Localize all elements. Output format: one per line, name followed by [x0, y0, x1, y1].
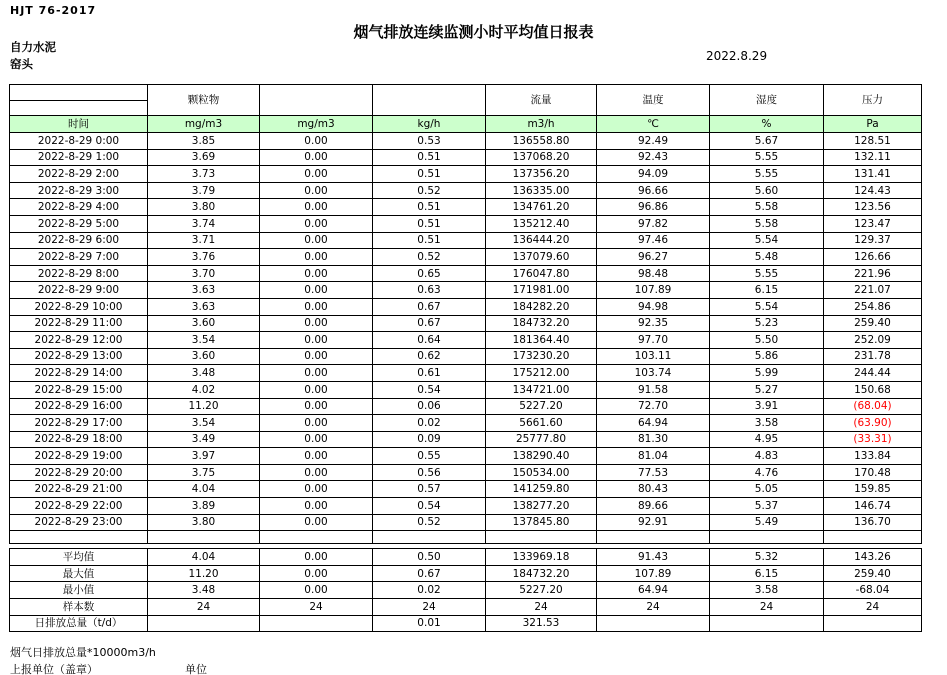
value-cell: 92.91 [597, 514, 710, 531]
summary-value-cell: -68.04 [824, 582, 922, 599]
value-cell: 0.67 [373, 298, 486, 315]
value-cell: 137356.20 [486, 166, 597, 183]
value-cell: 3.89 [148, 498, 260, 515]
table-row [10, 514, 922, 531]
value-cell: 184732.20 [486, 315, 597, 332]
value-cell: 252.09 [824, 332, 922, 349]
value-cell: 124.43 [824, 182, 922, 199]
value-cell: 141259.80 [486, 481, 597, 498]
value-cell: 3.80 [148, 514, 260, 531]
time-cell: 2022-8-29 8:00 [10, 265, 148, 282]
empty-row [10, 531, 922, 544]
value-cell: 3.71 [148, 232, 260, 249]
value-cell: 134761.20 [486, 199, 597, 216]
value-cell: 97.46 [597, 232, 710, 249]
report-unit-label: 上报单位（盖章） [10, 663, 98, 675]
value-cell: 3.91 [710, 398, 824, 415]
value-cell: 0.61 [373, 365, 486, 382]
table-row [10, 133, 922, 150]
value-cell: 5.23 [710, 315, 824, 332]
value-cell: 5.99 [710, 365, 824, 382]
table-row [10, 481, 922, 498]
value-cell: 4.04 [148, 481, 260, 498]
value-cell: 3.69 [148, 149, 260, 166]
time-cell: 2022-8-29 4:00 [10, 199, 148, 216]
table-row [10, 249, 922, 266]
value-cell: 81.04 [597, 448, 710, 465]
time-cell: 2022-8-29 20:00 [10, 464, 148, 481]
value-cell: 3.60 [148, 348, 260, 365]
value-cell: 3.80 [148, 199, 260, 216]
summary-value-cell: 0.02 [373, 582, 486, 599]
value-cell: 133.84 [824, 448, 922, 465]
value-cell: 0.00 [260, 431, 373, 448]
summary-row [10, 599, 922, 616]
time-cell: 2022-8-29 3:00 [10, 182, 148, 199]
value-cell: 81.30 [597, 431, 710, 448]
value-cell: (63.90) [824, 415, 922, 432]
value-cell: 11.20 [148, 398, 260, 415]
table-row [10, 448, 922, 465]
table-row [10, 215, 922, 232]
value-cell: 137079.60 [486, 249, 597, 266]
value-cell: 0.52 [373, 249, 486, 266]
summary-value-cell: 24 [597, 599, 710, 616]
value-cell: 0.00 [260, 381, 373, 398]
value-cell: 0.00 [260, 498, 373, 515]
time-cell: 2022-8-29 6:00 [10, 232, 148, 249]
corner-cell-mid [10, 101, 148, 116]
value-cell: 0.00 [260, 282, 373, 299]
value-cell: 221.96 [824, 265, 922, 282]
value-cell: 0.00 [260, 514, 373, 531]
value-cell: 181364.40 [486, 332, 597, 349]
summary-row [10, 615, 922, 632]
value-cell: 131.41 [824, 166, 922, 183]
value-cell: 5.58 [710, 215, 824, 232]
value-cell: 6.15 [710, 282, 824, 299]
value-cell: 221.07 [824, 282, 922, 299]
value-cell: 173230.20 [486, 348, 597, 365]
time-cell: 2022-8-29 16:00 [10, 398, 148, 415]
summary-value-cell: 24 [486, 599, 597, 616]
value-cell: 5.67 [710, 133, 824, 150]
value-cell: 5.27 [710, 381, 824, 398]
value-cell: 0.51 [373, 166, 486, 183]
summary-value-cell: 0.50 [373, 549, 486, 566]
table-row [10, 315, 922, 332]
col-header-blank-2 [373, 85, 486, 116]
units-row [10, 116, 922, 133]
col-header-temperature: 温度 [597, 85, 710, 116]
value-cell: 0.52 [373, 182, 486, 199]
col-header-particulate: 颗粒物 [148, 85, 260, 116]
value-cell: 92.35 [597, 315, 710, 332]
value-cell: 3.76 [148, 249, 260, 266]
summary-value-cell: 321.53 [486, 615, 597, 632]
unit-m3h: m3/h [486, 116, 597, 133]
time-cell: 2022-8-29 19:00 [10, 448, 148, 465]
unit-percent: % [710, 116, 824, 133]
summary-value-cell: 11.20 [148, 565, 260, 582]
time-cell: 2022-8-29 0:00 [10, 133, 148, 150]
time-cell: 2022-8-29 9:00 [10, 282, 148, 299]
time-cell: 2022-8-29 18:00 [10, 431, 148, 448]
value-cell: 92.43 [597, 149, 710, 166]
value-cell: 132.11 [824, 149, 922, 166]
table-row [10, 265, 922, 282]
value-cell: 3.85 [148, 133, 260, 150]
table-row [10, 298, 922, 315]
summary-value-cell: 91.43 [597, 549, 710, 566]
value-cell: 5.55 [710, 265, 824, 282]
time-cell: 2022-8-29 1:00 [10, 149, 148, 166]
value-cell: 97.70 [597, 332, 710, 349]
col-header-blank-1 [260, 85, 373, 116]
station-name: 窑头 [10, 57, 33, 71]
flow-total-note: 烟气日排放总量*10000m3/h [10, 646, 156, 659]
value-cell: 3.54 [148, 332, 260, 349]
value-cell: 3.48 [148, 365, 260, 382]
value-cell: 136444.20 [486, 232, 597, 249]
value-cell: 129.37 [824, 232, 922, 249]
value-cell: 231.78 [824, 348, 922, 365]
unit-kgh: kg/h [373, 116, 486, 133]
value-cell: 123.56 [824, 199, 922, 216]
value-cell: 126.66 [824, 249, 922, 266]
value-cell: 3.60 [148, 315, 260, 332]
value-cell: 123.47 [824, 215, 922, 232]
value-cell: 3.73 [148, 166, 260, 183]
value-cell: 150.68 [824, 381, 922, 398]
value-cell: 137845.80 [486, 514, 597, 531]
value-cell: 4.95 [710, 431, 824, 448]
summary-row [10, 565, 922, 582]
summary-value-cell: 4.04 [148, 549, 260, 566]
summary-value-cell: 6.15 [710, 565, 824, 582]
table-row [10, 381, 922, 398]
value-cell: 5.58 [710, 199, 824, 216]
table-row [10, 415, 922, 432]
summary-value-cell: 5227.20 [486, 582, 597, 599]
value-cell: 0.09 [373, 431, 486, 448]
summary-value-cell: 0.00 [260, 582, 373, 599]
summary-value-cell: 0.67 [373, 565, 486, 582]
value-cell: 4.02 [148, 381, 260, 398]
time-cell: 2022-8-29 11:00 [10, 315, 148, 332]
value-cell: 5.48 [710, 249, 824, 266]
value-cell: 0.00 [260, 298, 373, 315]
empty-cell [10, 531, 148, 544]
value-cell: 0.00 [260, 182, 373, 199]
time-header: 时间 [10, 116, 148, 133]
value-cell: 25777.80 [486, 431, 597, 448]
summary-value-cell: 133969.18 [486, 549, 597, 566]
value-cell: 0.64 [373, 332, 486, 349]
value-cell: 0.51 [373, 215, 486, 232]
value-cell: 5227.20 [486, 398, 597, 415]
value-cell: 97.82 [597, 215, 710, 232]
value-cell: 103.11 [597, 348, 710, 365]
summary-value-cell: 3.58 [710, 582, 824, 599]
value-cell: 5.05 [710, 481, 824, 498]
summary-value-cell: 259.40 [824, 565, 922, 582]
empty-cell [148, 531, 260, 544]
time-cell: 2022-8-29 14:00 [10, 365, 148, 382]
monitoring-table [9, 84, 922, 632]
report-date: 2022.8.29 [706, 49, 768, 63]
value-cell: 64.94 [597, 415, 710, 432]
time-cell: 2022-8-29 2:00 [10, 166, 148, 183]
summary-value-cell: 0.01 [373, 615, 486, 632]
value-cell: 0.00 [260, 365, 373, 382]
summary-value-cell: 5.32 [710, 549, 824, 566]
value-cell: 3.79 [148, 182, 260, 199]
company-name: 自力水泥 [10, 40, 56, 54]
col-header-humidity: 湿度 [710, 85, 824, 116]
empty-cell [597, 531, 710, 544]
value-cell: 3.54 [148, 415, 260, 432]
value-cell: 0.00 [260, 448, 373, 465]
table-row [10, 498, 922, 515]
summary-value-cell [824, 615, 922, 632]
table-row [10, 166, 922, 183]
summary-value-cell: 24 [824, 599, 922, 616]
time-cell: 2022-8-29 22:00 [10, 498, 148, 515]
value-cell: 137068.20 [486, 149, 597, 166]
value-cell: 3.63 [148, 282, 260, 299]
time-cell: 2022-8-29 13:00 [10, 348, 148, 365]
value-cell: 159.85 [824, 481, 922, 498]
value-cell: 136335.00 [486, 182, 597, 199]
unit-mgm3-2: mg/m3 [260, 116, 373, 133]
summary-value-cell [597, 615, 710, 632]
value-cell: 0.52 [373, 514, 486, 531]
value-cell: 96.27 [597, 249, 710, 266]
table-row [10, 365, 922, 382]
value-cell: 0.54 [373, 498, 486, 515]
table-row [10, 232, 922, 249]
summary-value-cell: 24 [148, 599, 260, 616]
summary-value-cell: 184732.20 [486, 565, 597, 582]
value-cell: 135212.40 [486, 215, 597, 232]
table-row [10, 398, 922, 415]
summary-value-cell: 3.48 [148, 582, 260, 599]
value-cell: 98.48 [597, 265, 710, 282]
report-title: 烟气排放连续监测小时平均值日报表 [353, 23, 594, 41]
value-cell: 103.74 [597, 365, 710, 382]
value-cell: 5.86 [710, 348, 824, 365]
value-cell: 92.49 [597, 133, 710, 150]
value-cell: 3.63 [148, 298, 260, 315]
value-cell: 3.70 [148, 265, 260, 282]
value-cell: 3.75 [148, 464, 260, 481]
value-cell: 94.98 [597, 298, 710, 315]
value-cell: 0.57 [373, 481, 486, 498]
summary-value-cell: 0.00 [260, 549, 373, 566]
value-cell: 136.70 [824, 514, 922, 531]
summary-value-cell: 143.26 [824, 549, 922, 566]
time-cell: 2022-8-29 21:00 [10, 481, 148, 498]
table-row [10, 182, 922, 199]
value-cell: 254.86 [824, 298, 922, 315]
value-cell: 0.54 [373, 381, 486, 398]
value-cell: 0.00 [260, 232, 373, 249]
value-cell: 244.44 [824, 365, 922, 382]
summary-row [10, 549, 922, 566]
value-cell: 0.56 [373, 464, 486, 481]
header-row-top [10, 85, 922, 101]
value-cell: 0.53 [373, 133, 486, 150]
summary-value-cell: 24 [260, 599, 373, 616]
value-cell: 5.60 [710, 182, 824, 199]
value-cell: 0.00 [260, 315, 373, 332]
value-cell: 5.49 [710, 514, 824, 531]
value-cell: 0.00 [260, 133, 373, 150]
time-cell: 2022-8-29 23:00 [10, 514, 148, 531]
value-cell: 171981.00 [486, 282, 597, 299]
value-cell: 91.58 [597, 381, 710, 398]
value-cell: 0.00 [260, 398, 373, 415]
value-cell: 0.63 [373, 282, 486, 299]
time-cell: 2022-8-29 17:00 [10, 415, 148, 432]
value-cell: 107.89 [597, 282, 710, 299]
time-cell: 2022-8-29 5:00 [10, 215, 148, 232]
footer-row [10, 661, 207, 675]
value-cell: 0.51 [373, 199, 486, 216]
value-cell: 3.58 [710, 415, 824, 432]
summary-label: 最大值 [10, 565, 148, 582]
value-cell: 89.66 [597, 498, 710, 515]
table-row [10, 348, 922, 365]
summary-row [10, 582, 922, 599]
value-cell: 0.00 [260, 249, 373, 266]
table-row [10, 282, 922, 299]
summary-label: 日排放总量（t/d） [10, 615, 148, 632]
value-cell: 175212.00 [486, 365, 597, 382]
summary-label: 平均值 [10, 549, 148, 566]
empty-cell [486, 531, 597, 544]
value-cell: 96.86 [597, 199, 710, 216]
value-cell: 0.00 [260, 199, 373, 216]
value-cell: 134721.00 [486, 381, 597, 398]
value-cell: 0.55 [373, 448, 486, 465]
value-cell: 0.06 [373, 398, 486, 415]
table-row [10, 464, 922, 481]
value-cell: 4.76 [710, 464, 824, 481]
value-cell: 0.00 [260, 481, 373, 498]
value-cell: 5.55 [710, 149, 824, 166]
value-cell: 259.40 [824, 315, 922, 332]
value-cell: 0.00 [260, 166, 373, 183]
summary-value-cell [260, 615, 373, 632]
summary-value-cell [710, 615, 824, 632]
value-cell: 0.00 [260, 348, 373, 365]
value-cell: 0.65 [373, 265, 486, 282]
time-cell: 2022-8-29 15:00 [10, 381, 148, 398]
value-cell: 136558.80 [486, 133, 597, 150]
empty-cell [710, 531, 824, 544]
value-cell: (33.31) [824, 431, 922, 448]
value-cell: 5.54 [710, 298, 824, 315]
unit-mgm3-1: mg/m3 [148, 116, 260, 133]
summary-value-cell: 107.89 [597, 565, 710, 582]
value-cell: 150534.00 [486, 464, 597, 481]
time-cell: 2022-8-29 10:00 [10, 298, 148, 315]
value-cell: 170.48 [824, 464, 922, 481]
corner-cell-top [10, 85, 148, 101]
value-cell: 0.00 [260, 215, 373, 232]
value-cell: 184282.20 [486, 298, 597, 315]
empty-cell [373, 531, 486, 544]
value-cell: 5.37 [710, 498, 824, 515]
value-cell: 0.02 [373, 415, 486, 432]
value-cell: 0.00 [260, 265, 373, 282]
value-cell: 96.66 [597, 182, 710, 199]
value-cell: 138290.40 [486, 448, 597, 465]
value-cell: 5.54 [710, 232, 824, 249]
unit-pa: Pa [824, 116, 922, 133]
value-cell: 176047.80 [486, 265, 597, 282]
time-cell: 2022-8-29 7:00 [10, 249, 148, 266]
value-cell: 94.09 [597, 166, 710, 183]
value-cell: 138277.20 [486, 498, 597, 515]
time-cell: 2022-8-29 12:00 [10, 332, 148, 349]
value-cell: 5661.60 [486, 415, 597, 432]
summary-label: 最小值 [10, 582, 148, 599]
table-row [10, 199, 922, 216]
value-cell: 3.49 [148, 431, 260, 448]
standard-code: HJT 76-2017 [10, 4, 97, 17]
value-cell: 0.51 [373, 149, 486, 166]
summary-value-cell [148, 615, 260, 632]
value-cell: 3.74 [148, 215, 260, 232]
value-cell: 128.51 [824, 133, 922, 150]
value-cell: 4.83 [710, 448, 824, 465]
value-cell: 77.53 [597, 464, 710, 481]
value-cell: 80.43 [597, 481, 710, 498]
empty-cell [260, 531, 373, 544]
value-cell: 5.55 [710, 166, 824, 183]
value-cell: 0.51 [373, 232, 486, 249]
summary-label: 样本数 [10, 599, 148, 616]
summary-value-cell: 64.94 [597, 582, 710, 599]
col-header-pressure: 压力 [824, 85, 922, 116]
summary-value-cell: 24 [373, 599, 486, 616]
unit-celsius: ℃ [597, 116, 710, 133]
empty-cell [824, 531, 922, 544]
value-cell: 0.00 [260, 149, 373, 166]
value-cell: 72.70 [597, 398, 710, 415]
summary-value-cell: 0.00 [260, 565, 373, 582]
summary-value-cell: 24 [710, 599, 824, 616]
value-cell: 0.00 [260, 332, 373, 349]
value-cell: 0.00 [260, 415, 373, 432]
col-header-flow: 流量 [486, 85, 597, 116]
table-row [10, 431, 922, 448]
value-cell: (68.04) [824, 398, 922, 415]
value-cell: 0.67 [373, 315, 486, 332]
value-cell: 5.50 [710, 332, 824, 349]
table-row [10, 332, 922, 349]
value-cell: 0.62 [373, 348, 486, 365]
table-row [10, 149, 922, 166]
unit-label: 单位 [185, 663, 207, 675]
value-cell: 146.74 [824, 498, 922, 515]
value-cell: 0.00 [260, 464, 373, 481]
value-cell: 3.97 [148, 448, 260, 465]
